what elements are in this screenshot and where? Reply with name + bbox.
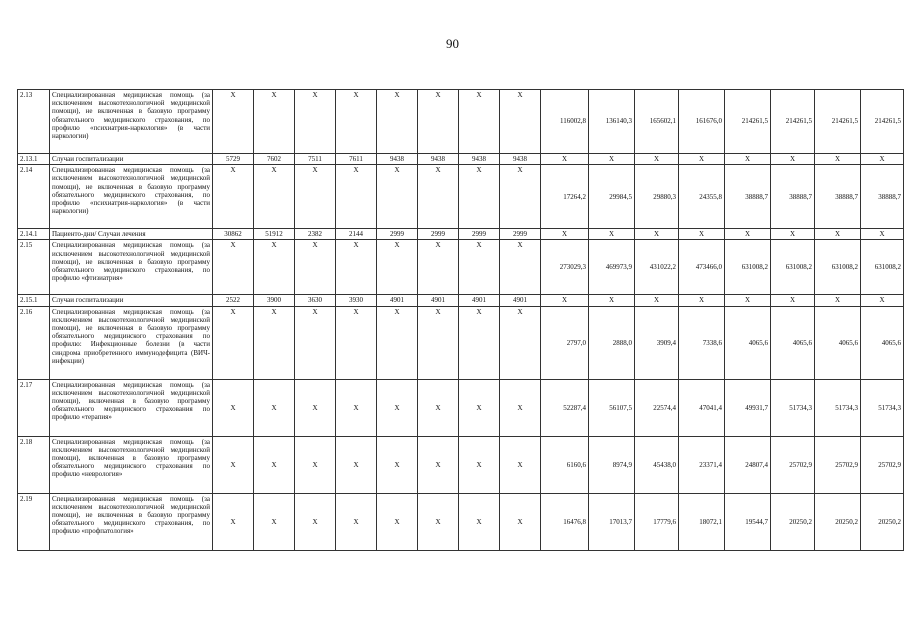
cell-a3: 2382 [295, 229, 336, 240]
cell-b7: 20250,2 [815, 493, 861, 550]
cell-a7: X [459, 165, 500, 229]
table-row [18, 165, 904, 229]
cell-a1: X [213, 379, 254, 436]
cell-a2: X [254, 165, 295, 229]
cell-a4: X [336, 90, 377, 154]
cell-a4: X [336, 165, 377, 229]
row-description: Случаи госпитализации [50, 154, 213, 165]
cell-b7: X [815, 154, 861, 165]
cell-b5: 214261,5 [725, 90, 771, 154]
cell-a3: X [295, 306, 336, 379]
cell-b7: X [815, 295, 861, 306]
cell-a2: 51912 [254, 229, 295, 240]
cell-a6: X [418, 90, 459, 154]
cell-b1: 273029,3 [541, 240, 589, 295]
table-row [18, 90, 904, 154]
row-description: Специализированная медицинская помощь (за исключением высокотехнологичной медицинской помощи), включенная в базовую программу обязательного медицинского страхования по профилю «неврология» [50, 436, 213, 493]
cell-a5: 2999 [377, 229, 418, 240]
row-code: 2.14.1 [18, 229, 50, 240]
row-description: Пациенто-дни/ Случаи лечения [50, 229, 213, 240]
cell-b8: 4065,6 [861, 306, 904, 379]
cell-a2: X [254, 379, 295, 436]
cell-a3: X [295, 493, 336, 550]
cell-b4: 473466,0 [679, 240, 725, 295]
cell-a6: X [418, 306, 459, 379]
cell-b5: 24807,4 [725, 436, 771, 493]
cell-b3: 29880,3 [635, 165, 679, 229]
cell-b3: 17779,6 [635, 493, 679, 550]
row-code: 2.18 [18, 436, 50, 493]
table-row [18, 379, 904, 436]
cell-b7: 51734,3 [815, 379, 861, 436]
cell-a3: X [295, 165, 336, 229]
cell-b5: 49931,7 [725, 379, 771, 436]
row-description: Специализированная медицинская помощь (за исключением высокотехнологичной медицинской помощи), не включенная в базовую программу обязательного медицинского страхования, по профилю «фтизиатрия» [50, 240, 213, 295]
cell-a4: 2144 [336, 229, 377, 240]
cell-b5: X [725, 295, 771, 306]
table-row [18, 493, 904, 550]
cell-a8: X [500, 306, 541, 379]
row-code: 2.14 [18, 165, 50, 229]
row-description: Специализированная медицинская помощь (за исключением высокотехнологичной медицинской помощи), не включенная в базовую программу обязательного медицинского страхования, по профилю «профпатология» [50, 493, 213, 550]
cell-a1: X [213, 240, 254, 295]
cell-a8: X [500, 379, 541, 436]
cell-a3: 7511 [295, 154, 336, 165]
table-body [18, 90, 904, 551]
table-row [18, 229, 904, 240]
cell-a7: 4901 [459, 295, 500, 306]
cell-a8: X [500, 165, 541, 229]
cell-b7: 38888,7 [815, 165, 861, 229]
cell-a6: X [418, 240, 459, 295]
cell-a5: X [377, 306, 418, 379]
row-code: 2.15.1 [18, 295, 50, 306]
cell-a2: X [254, 436, 295, 493]
cell-b8: X [861, 229, 904, 240]
cell-b4: 24355,8 [679, 165, 725, 229]
cell-a7: 9438 [459, 154, 500, 165]
cell-a7: X [459, 240, 500, 295]
cell-b4: X [679, 229, 725, 240]
cell-a5: 9438 [377, 154, 418, 165]
cell-a1: 5729 [213, 154, 254, 165]
cell-b1: 16476,8 [541, 493, 589, 550]
cell-b6: 4065,6 [771, 306, 815, 379]
cell-b3: 431022,2 [635, 240, 679, 295]
cell-b8: 25702,9 [861, 436, 904, 493]
cell-b1: 6160,6 [541, 436, 589, 493]
cell-b1: X [541, 295, 589, 306]
cell-b5: 4065,6 [725, 306, 771, 379]
cell-b1: 2797,0 [541, 306, 589, 379]
table-row [18, 436, 904, 493]
cell-b2: 136140,3 [589, 90, 635, 154]
cell-b8: 214261,5 [861, 90, 904, 154]
cell-b8: X [861, 295, 904, 306]
cell-b4: 161676,0 [679, 90, 725, 154]
cell-a5: 4901 [377, 295, 418, 306]
cell-a3: X [295, 379, 336, 436]
cell-a5: X [377, 436, 418, 493]
cell-b3: X [635, 229, 679, 240]
cell-a8: X [500, 436, 541, 493]
cell-b2: 469973,9 [589, 240, 635, 295]
cell-a1: X [213, 165, 254, 229]
cell-b1: X [541, 154, 589, 165]
cell-a3: X [295, 436, 336, 493]
cell-a6: 9438 [418, 154, 459, 165]
cell-a1: X [213, 90, 254, 154]
cell-a8: X [500, 240, 541, 295]
cell-b7: 25702,9 [815, 436, 861, 493]
cell-b4: 18072,1 [679, 493, 725, 550]
cell-b4: X [679, 295, 725, 306]
table-row [18, 306, 904, 379]
cell-b4: 7338,6 [679, 306, 725, 379]
cell-b7: 214261,5 [815, 90, 861, 154]
cell-a5: X [377, 493, 418, 550]
cell-a4: X [336, 493, 377, 550]
cell-b8: 51734,3 [861, 379, 904, 436]
cell-a6: X [418, 165, 459, 229]
cell-a1: X [213, 493, 254, 550]
table-row [18, 295, 904, 306]
cell-b2: 8974,9 [589, 436, 635, 493]
cell-b3: 45438,0 [635, 436, 679, 493]
cell-b1: 17264,2 [541, 165, 589, 229]
cell-b6: 25702,9 [771, 436, 815, 493]
cell-b1: X [541, 229, 589, 240]
cell-a5: X [377, 240, 418, 295]
cell-a1: 30862 [213, 229, 254, 240]
cell-a8: 9438 [500, 154, 541, 165]
cell-b7: 4065,6 [815, 306, 861, 379]
cell-b6: 38888,7 [771, 165, 815, 229]
cell-a2: 7602 [254, 154, 295, 165]
cell-a7: X [459, 493, 500, 550]
cell-a1: X [213, 306, 254, 379]
cell-b4: 23371,4 [679, 436, 725, 493]
cell-a4: 7611 [336, 154, 377, 165]
row-code: 2.19 [18, 493, 50, 550]
cell-a4: X [336, 379, 377, 436]
cell-b8: 20250,2 [861, 493, 904, 550]
row-description: Специализированная медицинская помощь (за исключением высокотехнологичной медицинской помощи), не включенная в базовую программу обязательного медицинского страхования по профилю: Инфекционные болезни (в части синдрома приобретенного иммунодефицита (ВИЧ-инфекции) [50, 306, 213, 379]
row-code: 2.13 [18, 90, 50, 154]
cell-b2: 29984,5 [589, 165, 635, 229]
cell-b1: 52287,4 [541, 379, 589, 436]
budget-table [17, 89, 904, 551]
row-code: 2.13.1 [18, 154, 50, 165]
cell-b5: 19544,7 [725, 493, 771, 550]
cell-b3: 165602,1 [635, 90, 679, 154]
cell-a7: X [459, 436, 500, 493]
cell-a6: X [418, 493, 459, 550]
cell-a1: X [213, 436, 254, 493]
cell-a1: 2522 [213, 295, 254, 306]
cell-a4: X [336, 306, 377, 379]
cell-b6: 51734,3 [771, 379, 815, 436]
cell-b4: 47041,4 [679, 379, 725, 436]
cell-b1: 116002,8 [541, 90, 589, 154]
cell-a4: X [336, 436, 377, 493]
row-description: Специализированная медицинская помощь (за исключением высокотехнологичной медицинской помощи), включенная в базовую программу обязательного медицинского страхования по профилю «терапия» [50, 379, 213, 436]
cell-b2: X [589, 229, 635, 240]
row-description: Специализированная медицинская помощь (за исключением высокотехнологичной медицинской помощи), не включенная в базовую программу обязательного медицинского страхования, по профилю «психиатрия-наркология» (в части наркологии) [50, 165, 213, 229]
cell-b3: X [635, 295, 679, 306]
cell-b5: 38888,7 [725, 165, 771, 229]
cell-a8: 4901 [500, 295, 541, 306]
row-description: Случаи госпитализации [50, 295, 213, 306]
cell-b6: X [771, 295, 815, 306]
cell-a6: X [418, 379, 459, 436]
cell-a3: 3630 [295, 295, 336, 306]
cell-a7: 2999 [459, 229, 500, 240]
cell-a6: X [418, 436, 459, 493]
cell-a3: X [295, 90, 336, 154]
cell-b6: X [771, 229, 815, 240]
row-code: 2.16 [18, 306, 50, 379]
cell-b2: 17013,7 [589, 493, 635, 550]
cell-a3: X [295, 240, 336, 295]
cell-b2: 56107,5 [589, 379, 635, 436]
cell-a5: X [377, 165, 418, 229]
cell-a8: X [500, 493, 541, 550]
table-row [18, 154, 904, 165]
cell-a5: X [377, 90, 418, 154]
page-number: 90 [446, 36, 459, 51]
cell-a7: X [459, 379, 500, 436]
cell-a4: X [336, 240, 377, 295]
row-code: 2.17 [18, 379, 50, 436]
cell-b7: X [815, 229, 861, 240]
cell-b4: X [679, 154, 725, 165]
cell-b8: X [861, 154, 904, 165]
cell-b8: 38888,7 [861, 165, 904, 229]
cell-b2: X [589, 295, 635, 306]
cell-b3: 3909,4 [635, 306, 679, 379]
cell-b5: X [725, 154, 771, 165]
cell-a2: X [254, 90, 295, 154]
cell-a6: 2999 [418, 229, 459, 240]
cell-b5: X [725, 229, 771, 240]
cell-a2: X [254, 306, 295, 379]
cell-a8: X [500, 90, 541, 154]
cell-a7: X [459, 306, 500, 379]
cell-a8: 2999 [500, 229, 541, 240]
cell-b6: X [771, 154, 815, 165]
table-row [18, 240, 904, 295]
row-code: 2.15 [18, 240, 50, 295]
cell-a2: 3900 [254, 295, 295, 306]
cell-b7: 631008,2 [815, 240, 861, 295]
cell-a7: X [459, 90, 500, 154]
cell-b3: 22574,4 [635, 379, 679, 436]
cell-a2: X [254, 240, 295, 295]
cell-b8: 631008,2 [861, 240, 904, 295]
cell-b2: 2888,0 [589, 306, 635, 379]
cell-b6: 20250,2 [771, 493, 815, 550]
cell-a6: 4901 [418, 295, 459, 306]
cell-b6: 631008,2 [771, 240, 815, 295]
cell-b6: 214261,5 [771, 90, 815, 154]
row-description: Специализированная медицинская помощь (за исключением высокотехнологичной медицинской помощи), не включенная в базовую программу обязательного медицинского страхования, по профилю «психиатрия-наркология» (в части наркологии) [50, 90, 213, 154]
cell-b5: 631008,2 [725, 240, 771, 295]
cell-b3: X [635, 154, 679, 165]
cell-a2: X [254, 493, 295, 550]
cell-a5: X [377, 379, 418, 436]
cell-a4: 3930 [336, 295, 377, 306]
cell-b2: X [589, 154, 635, 165]
